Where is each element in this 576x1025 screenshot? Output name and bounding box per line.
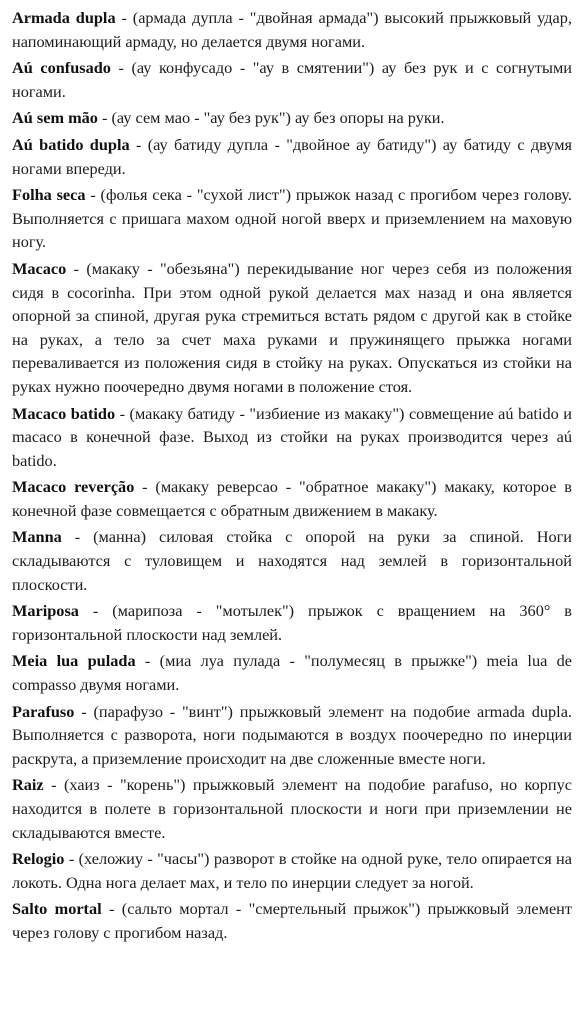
glossary-entry-raiz [12, 773, 572, 844]
entry-description: - (макаку реверсао - "обратное макаку") макаку, которое в конечной фазе совмещается с обратным движением в макаку. [12, 477, 572, 520]
entry-term: Relogio [12, 849, 65, 869]
glossary-document [12, 6, 572, 948]
glossary-entry-macaco [12, 257, 572, 399]
entry-term: Macaco reverção [12, 477, 135, 497]
glossary-entry-macaco-revercao [12, 475, 572, 522]
entry-description: - (парафузо - "винт") прыжковый элемент на подобие armada dupla. Выполняется с разворота, ноги подымаются в воздух поочередно по инерции раскрута, а приземление происходит на две сложенные вместе ноги. [12, 701, 572, 768]
entry-term: Salto mortal [12, 899, 102, 919]
entry-description: - (ау сем мао - "ау без рук") ау без опоры на руки. [97, 108, 445, 128]
entry-term: Raiz [12, 775, 44, 795]
entry-description: - (макаку батиду - "избиение из макаку") совмещение aú batido и macaco в конечной фазе. Выход из стойки на руках производится через aú batido. [12, 403, 572, 470]
entry-term: Armada dupla [12, 8, 116, 27]
entry-description: - (сальто мортал - "смертельный прыжок") прыжковый элемент через голову с прогибом назад. [12, 899, 572, 942]
entry-description: - (манна) силовая стойка с опорой на руки за спиной. Ноги складываются с туловищем и находятся над землей в горизонтальной плоскости. [12, 527, 572, 594]
glossary-entry-macaco-batido [12, 402, 572, 473]
glossary-entry-mariposa [12, 599, 572, 646]
entry-term: Manna [12, 527, 62, 547]
glossary-entry-relogio [12, 847, 572, 894]
entry-term: Macaco [12, 258, 67, 278]
glossary-entry-au-confusado [12, 56, 572, 103]
entry-description: - (ау конфусадо - "ау в смятении") ау без рук и с согнутыми ногами. [12, 58, 572, 101]
glossary-entry-au-sem-mao [12, 106, 572, 130]
entry-description: - (марипоза - "мотылек") прыжок с вращением на 360° в горизонтальной плоскости над землей. [12, 601, 572, 644]
entry-term: Meia lua pulada [12, 651, 136, 671]
glossary-entry-armada-dupla [12, 6, 572, 53]
glossary-entry-manna [12, 525, 572, 596]
entry-description: - (фолья сека - "сухой лист") прыжок назад с прогибом через голову. Выполняется с пришага махом одной ногой вверх и приземлением на маховую ногу. [12, 185, 572, 252]
glossary-entry-meia-lua-pulada [12, 649, 572, 696]
entry-term: Mariposa [12, 601, 79, 621]
entry-description: - (армада дупла - "двойная армада") высокий прыжковый удар, напоминающий армаду, но делается двумя ногами. [12, 8, 572, 51]
entry-description: - (ау батиду дупла - "двойное ау батиду") ау батиду с двумя ногами впереди. [12, 134, 572, 178]
entry-term: Aú sem mão [12, 108, 98, 128]
glossary-entry-folha-seca [12, 183, 572, 254]
glossary-entry-parafuso [12, 700, 572, 771]
entry-description: - (миа луа пулада - "полумесяц в прыжке") meia lua de compasso двумя ногами. [12, 651, 572, 695]
glossary-entry-salto-mortal [12, 897, 572, 944]
entry-term: Aú batido dupla [12, 134, 130, 154]
entry-description: - (хаиз - "корень") прыжковый элемент на подобие parafuso, но корпус находится в полете в горизонтальной плоскости и ноги при приземлении не складываются вместе. [12, 775, 572, 842]
entry-description: - (макаку - "обезьяна") перекидывание ног через себя из положения сидя в cocorinha. При этом одной рукой делается мах назад и она является опорной за спиной, другая рука стремиться встать рядом с другой как в стойке на руках, а тело за счет маха руками и пружинящего прыжка ногами переваливается из положения сидя в стойку на руках. Опускаться из стойки на руках нужно поочередно двумя ногами в положение стоя. [12, 258, 572, 396]
entry-term: Parafuso [12, 701, 75, 721]
entry-term: Folha seca [12, 185, 86, 205]
entry-term: Aú confusado [12, 58, 111, 78]
entry-term: Macaco batido [12, 403, 116, 423]
entry-description: - (хеложиу - "часы") разворот в стойке на одной руке, тело опирается на локоть. Одна нога делает мах, и тело по инерции следует за ногой. [12, 849, 572, 892]
glossary-entry-au-batido-dupla [12, 133, 572, 180]
